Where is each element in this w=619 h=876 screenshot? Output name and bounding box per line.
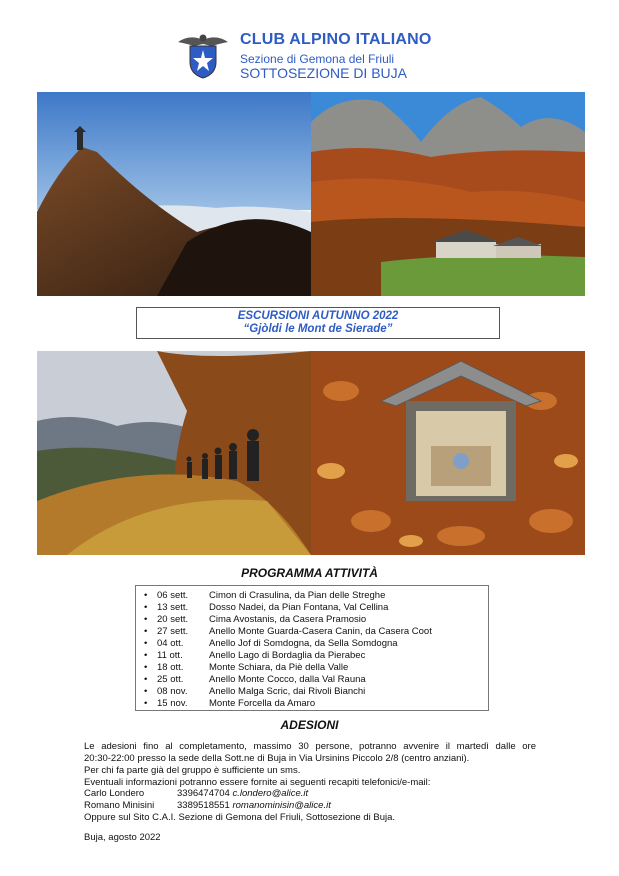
program-heading: PROGRAMMA ATTIVITÀ (241, 566, 378, 580)
program-date: 04 ott. (157, 638, 184, 649)
photo-ridge-clouds (37, 92, 311, 296)
bullet-icon: • (144, 602, 148, 613)
contact-email: c.londero@alice.it (232, 788, 309, 799)
contact-row (84, 800, 154, 811)
contact-email: romanominisin@alice.it (232, 800, 331, 811)
org-subsection: SOTTOSEZIONE DI BUJA (240, 65, 407, 81)
contact-name: Romano Minisini (84, 800, 155, 811)
adhesions-heading: ADESIONI (280, 718, 339, 732)
excursion-season-title: ESCURSIONI AUTUNNO 2022 (237, 310, 399, 322)
contact-phone-row (177, 800, 331, 811)
program-desc: Anello Malga Scric, dai Rivoli Bianchi (209, 686, 366, 697)
bullet-icon: • (144, 650, 148, 661)
contact-name: Carlo Londero (84, 788, 145, 799)
cai-logo (176, 32, 230, 80)
bullet-icon: • (144, 662, 148, 673)
contact-row (84, 788, 144, 799)
program-date: 15 nov. (157, 698, 188, 709)
program-date: 08 nov. (157, 686, 188, 697)
program-desc: Anello Monte Guarda-Casera Canin, da Casera Coot (209, 626, 432, 637)
document-date: Buja, agosto 2022 (84, 832, 161, 843)
program-date: 13 sett. (157, 602, 189, 613)
adhesions-text-2: 20:30-22:00 presso la sede della Sott.ne di Buja in Via Ursinins Piccolo 2/8 (centro anziani). (84, 753, 470, 764)
program-desc: Dosso Nadei, da Pian Fontana, Val Cellina (209, 602, 389, 613)
program-desc: Monte Schiara, da Piè della Valle (209, 662, 349, 673)
excursion-title-box (136, 307, 500, 339)
program-desc: Anello Jof di Somdogna, da Sella Somdogna (209, 638, 398, 649)
bullet-icon: • (144, 626, 148, 637)
program-date: 18 ott. (157, 662, 184, 673)
org-section: Sezione di Gemona del Friuli (240, 52, 395, 66)
program-list (135, 585, 489, 711)
bullet-icon: • (144, 674, 148, 685)
bullet-icon: • (144, 614, 148, 625)
program-desc: Monte Forcella da Amaro (209, 698, 316, 709)
photo-wooden-shrine (311, 351, 585, 555)
program-desc: Cimon di Crasulina, da Pian delle Streghe (209, 590, 386, 601)
org-title: CLUB ALPINO ITALIANO (240, 31, 432, 48)
excursion-motto: “Gjòldi le Mont de Sierade” (243, 323, 393, 335)
program-date: 06 sett. (157, 590, 189, 601)
program-desc: Anello Monte Cocco, dalla Val Rauna (209, 674, 366, 685)
bullet-icon: • (144, 638, 148, 649)
photo-mountain-huts (311, 92, 585, 296)
photo-hikers-trail (37, 351, 311, 555)
contact-phone: 3396474704 (177, 788, 230, 799)
program-date: 20 sett. (157, 614, 189, 625)
adhesions-text-4: Eventuali informazioni potranno essere fornite ai seguenti recapiti telefonici/e-mail: (84, 777, 431, 788)
program-date: 11 ott. (157, 650, 183, 661)
adhesions-text-1: Le adesioni fino al completamento, massimo 30 persone, potranno avvenire il martedì dalle ore (84, 741, 536, 752)
program-desc: Cima Avostanis, da Casera Pramosio (209, 614, 367, 625)
program-date: 27 sett. (157, 626, 189, 637)
contact-phone-row (177, 788, 308, 799)
program-date: 25 ott. (157, 674, 184, 685)
contact-phone: 3389518551 (177, 800, 230, 811)
adhesions-text-5: Oppure sul Sito C.A.I. Sezione di Gemona del Friuli, Sottosezione di Buja. (84, 812, 396, 823)
adhesions-text-3: Per chi fa parte già del gruppo è sufficiente un sms. (84, 765, 301, 776)
bullet-icon: • (144, 686, 148, 697)
program-desc: Anello Lago di Bordaglia da Pierabec (209, 650, 366, 661)
bullet-icon: • (144, 590, 148, 601)
bullet-icon: • (144, 698, 148, 709)
